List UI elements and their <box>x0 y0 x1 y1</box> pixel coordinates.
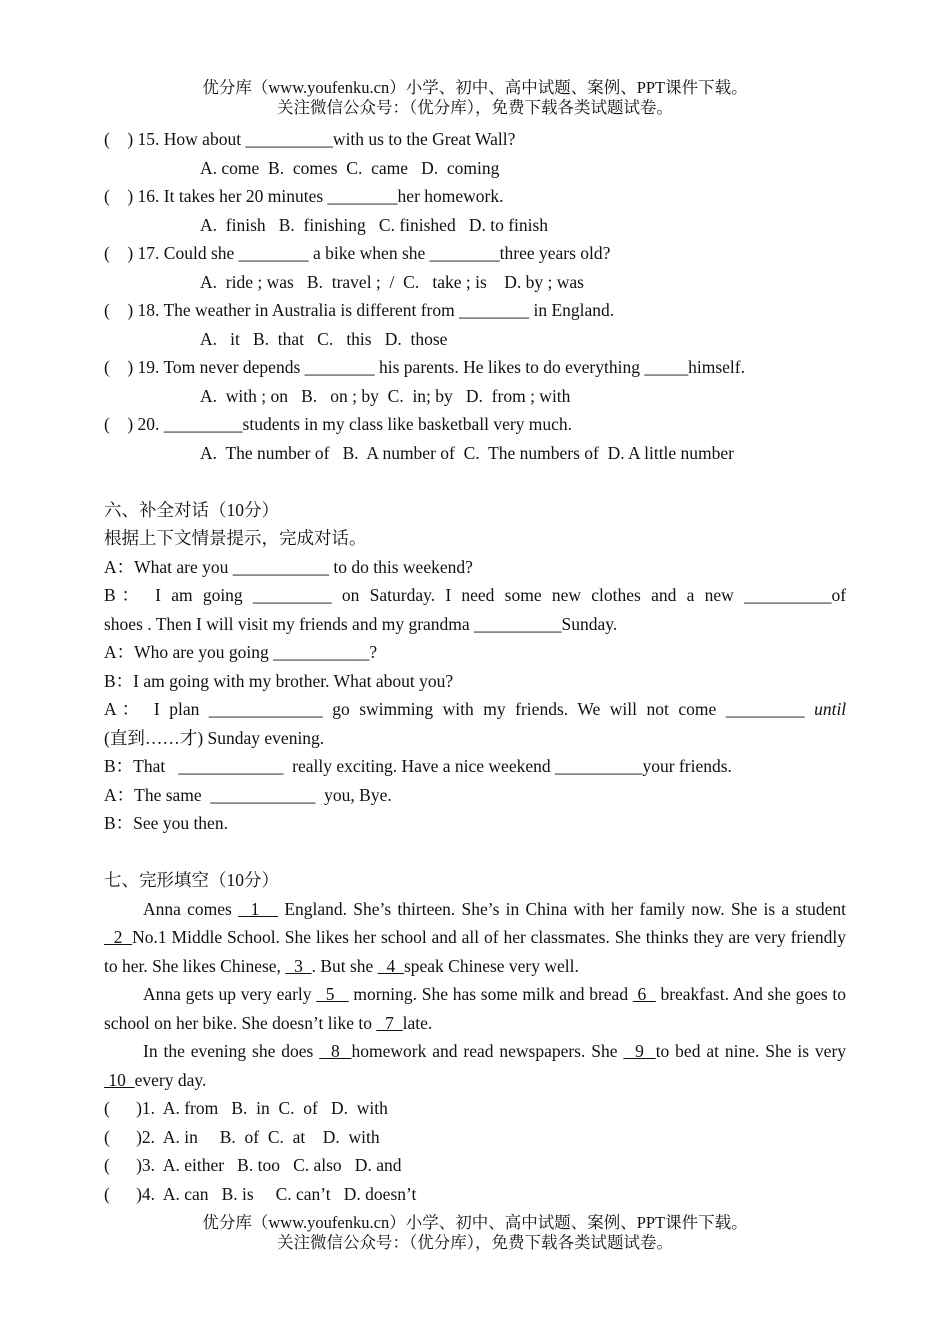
question-20: ( ) 20. _________students in my class like basketball very much. <box>104 414 573 434</box>
cloze-blank: 5 <box>316 984 349 1004</box>
options-17: A. ride ; was B. travel ; / C. take ; is D. by ; was <box>200 271 584 292</box>
word: Saturday. <box>369 585 436 605</box>
cloze-options-3: ( )3. A. either B. too C. also D. and <box>104 1155 402 1175</box>
cloze-blank: 9 <box>623 1041 656 1061</box>
options-15: A. come B. comes C. came D. coming <box>200 157 500 178</box>
dialogue-b4: B：See you then. <box>104 813 228 833</box>
cloze-blank: 7 <box>376 1012 403 1033</box>
cloze-text: every day. <box>134 1069 207 1090</box>
word: _____________ <box>208 699 323 719</box>
cloze-paragraph-1 <box>104 895 846 981</box>
spacer <box>104 467 846 496</box>
word: swimming <box>359 699 434 719</box>
question-19: ( ) 19. Tom never depends ________ his parents. He likes to do everything _____himself. <box>104 357 745 377</box>
word: on <box>341 585 360 605</box>
cloze-paragraph-2 <box>104 980 846 1037</box>
word: going <box>202 585 243 605</box>
word: with <box>442 699 474 719</box>
cloze-text: No.1 Middle School. She likes her school and all of her classmates. She thinks they are very friendly to her. She likes Chinese, <box>104 927 846 976</box>
word: until <box>814 699 847 719</box>
options-16: A. finish B. finishing C. finished D. to finish <box>200 214 549 235</box>
footer-line-1: 优分库（www.youfenku.cn）小学、初中、高中试题、案例、PPT课件下载。 <box>202 1213 748 1232</box>
word: plan <box>169 699 200 719</box>
footer-line-2: 关注微信公众号：（优分库），免费下载各类试题试卷。 <box>277 1233 673 1252</box>
word: _________ <box>725 699 805 719</box>
dialogue-section <box>104 496 846 838</box>
header-line-2: 关注微信公众号：（优分库），免费下载各类试题试卷。 <box>277 98 673 117</box>
cloze-paragraph-3 <box>104 1037 846 1094</box>
cloze-blank: 4 <box>377 955 404 976</box>
cloze-text: . But she <box>311 955 378 976</box>
dialogue-a2: A：Who are you going ___________? <box>104 642 378 662</box>
word: am <box>171 585 193 605</box>
cloze-text: Anna comes <box>143 898 239 919</box>
word: friends. <box>515 699 569 719</box>
dialogue-b1-line1 <box>104 581 846 610</box>
word: come <box>678 699 717 719</box>
section-6-title: 六、补全对话（10分） <box>104 499 279 520</box>
word: will <box>609 699 637 719</box>
cloze-blank: 3 <box>285 955 312 976</box>
cloze-text: breakfast. And she goes to school on her bike. She doesn’t like to <box>104 984 847 1033</box>
cloze-section <box>104 866 846 1208</box>
cloze-blank: 6 <box>632 984 656 1004</box>
dialogue-a3-line2: (直到……才) Sunday evening. <box>104 727 325 748</box>
cloze-options-1: ( )1. A. from B. in C. of D. with <box>104 1098 388 1118</box>
word: some <box>504 585 542 605</box>
word: __________of <box>743 585 847 605</box>
word: _________ <box>252 585 332 605</box>
word: not <box>646 699 669 719</box>
question-16: ( ) 16. It takes her 20 minutes ________her homework. <box>104 186 504 206</box>
dialogue-b3: B：That ____________ really exciting. Have a nice weekend __________your friends. <box>104 756 732 776</box>
word: new <box>551 585 582 605</box>
section-6-instruction: 根据上下文情景提示，完成对话。 <box>104 528 367 548</box>
cloze-text: to bed at nine. She is very <box>655 1041 847 1061</box>
page-header <box>0 78 950 118</box>
word: I <box>155 585 161 605</box>
dialogue-a4: A：The same ____________ you, Bye. <box>104 784 392 805</box>
cloze-text: homework and read newspapers. She <box>351 1041 624 1061</box>
question-17: ( ) 17. Could she ________ a bike when she ________three years old? <box>104 243 611 263</box>
page-footer <box>0 1213 950 1253</box>
cloze-text: Anna gets up very early <box>143 984 317 1004</box>
word: new <box>704 585 734 605</box>
word: a <box>686 585 695 605</box>
dialogue-a1: A：What are you ___________ to do this weekend? <box>104 556 473 577</box>
spacer <box>104 838 846 867</box>
cloze-blank: 10 <box>104 1069 135 1090</box>
word: A： <box>104 699 145 719</box>
dialogue-b1-line2: shoes . Then I will visit my friends and my grandma __________Sunday. <box>104 613 618 634</box>
dialogue-b2: B：I am going with my brother. What about you? <box>104 670 454 691</box>
word: my <box>483 699 506 719</box>
cloze-blank: 1 <box>238 898 279 919</box>
word: and <box>651 585 677 605</box>
cloze-text: late. <box>402 1012 433 1033</box>
word: B： <box>104 585 145 605</box>
question-18: ( ) 18. The weather in Australia is different from ________ in England. <box>104 300 615 320</box>
cloze-blank: 2 <box>104 927 133 947</box>
cloze-text: morning. She has some milk and bread <box>348 984 633 1004</box>
cloze-text: speak Chinese very well. <box>403 955 579 976</box>
header-line-1: 优分库（www.youfenku.cn）小学、初中、高中试题、案例、PPT课件下载。 <box>202 78 748 97</box>
word: We <box>577 699 601 719</box>
dialogue-a3-line1 <box>104 695 846 724</box>
question-15: ( ) 15. How about __________with us to the Great Wall? <box>104 129 516 149</box>
options-20: A. The number of B. A number of C. The numbers of D. A little number <box>200 442 735 463</box>
word: I <box>153 699 160 719</box>
exam-content <box>104 125 846 1208</box>
cloze-options-2: ( )2. A. in B. of C. at D. with <box>104 1126 380 1147</box>
cloze-text: England. She’s thirteen. She’s in China with her family now. She is a student <box>278 898 846 919</box>
mcq-section <box>104 125 846 467</box>
options-19: A. with ; on B. on ; by C. in; by D. from ; with <box>200 385 571 406</box>
word: need <box>461 585 495 605</box>
cloze-options-4: ( )4. A. can B. is C. can’t D. doesn’t <box>104 1183 417 1204</box>
options-18: A. it B. that C. this D. those <box>200 328 448 349</box>
cloze-text: In the evening she does <box>143 1041 320 1061</box>
word: clothes <box>591 585 641 605</box>
cloze-blank: 8 <box>319 1041 352 1061</box>
word: go <box>332 699 350 719</box>
section-7-title: 七、完形填空（10分） <box>104 870 279 890</box>
word: I <box>445 585 452 605</box>
